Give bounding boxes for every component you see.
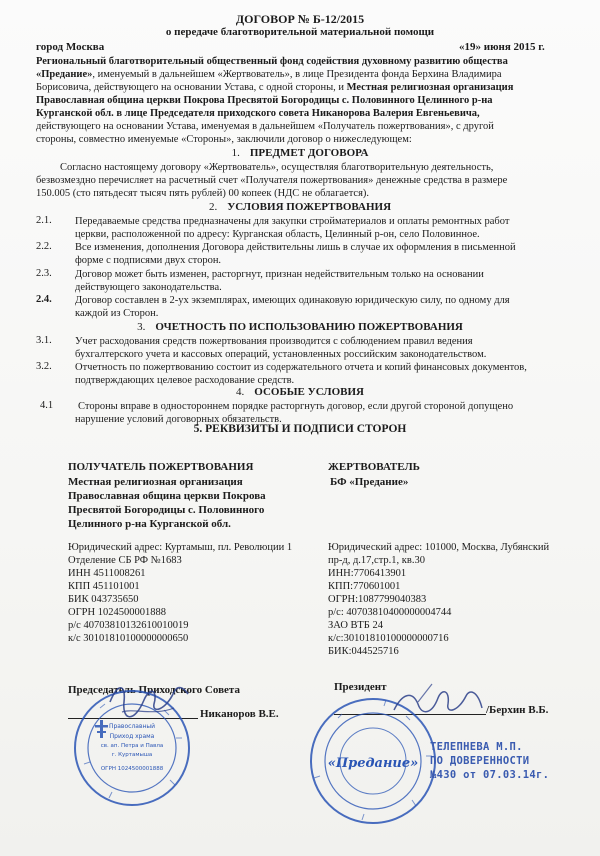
recipient-detail: Юридический адрес: Куртамыш, пл. Революции 1 <box>68 542 293 553</box>
proxy-stamp <box>430 740 580 782</box>
donor-signer-name: /Берхин В.Б. <box>486 704 549 716</box>
clause-text: бухгалтерского учета и кассовых операций, установленных российским законодательством. <box>75 349 487 360</box>
preamble-line: Борисовича, действующего на основании Устава, с одной стороны, и Местная религиозная организация <box>36 82 514 93</box>
recipient-signature <box>104 672 194 732</box>
donor-detail: БИК:044525716 <box>328 646 399 657</box>
document-title: ДОГОВОР № Б-12/2015 <box>235 12 365 26</box>
donor-detail: ОГРН:1087799040383 <box>328 594 427 605</box>
document-subtitle: о передаче благотворительной материальной помощи <box>165 26 435 38</box>
clause-text: каждой из Сторон. <box>75 308 159 319</box>
clause-number: 2.3. <box>36 268 52 279</box>
clause-text: Договор составлен в 2-ух экземплярах, имеющих одинаковую юридическую силу, по одному для <box>75 295 510 306</box>
section-heading: 1. ПРЕДМЕТ ДОГОВОРА <box>231 147 369 159</box>
stamp-text: св. ап. Петра и Павла <box>100 743 164 749</box>
section-1-text: безвозмездно перечисляет на расчетный счет «Получателя пожертвования» денежные средства в размере <box>36 175 508 186</box>
stamp-text: Православный <box>108 723 156 730</box>
clause-text: Договор может быть изменен, расторгнут, признан недействительным только на основании <box>75 269 484 280</box>
donor-detail: пр-д, д.17,стр.1, кв.30 <box>328 555 425 566</box>
section-heading: 4. ОСОБЫЕ УСЛОВИЯ <box>236 386 364 398</box>
recipient-detail: ОГРН 1024500001888 <box>68 607 166 618</box>
preamble-line: Православная община церкви Покрова Пресвятой Богородицы с. Половинного Целинного р-на <box>36 95 493 106</box>
donor-detail: к/с:30101810100000000716 <box>328 633 449 644</box>
recipient-signer-title: Председатель Приходского Совета <box>68 684 240 696</box>
clause-number: 3.2. <box>36 361 52 372</box>
clause-text: Отчетность по пожертвованию состоит из содержательного отчета и копий финансовых документов, <box>75 362 527 373</box>
preamble-line: «Предание», именуемый в дальнейшем «Жертвователь», в лице Президента фонда Берхина Владимира <box>36 69 502 80</box>
donor-detail: ЗАО ВТБ 24 <box>328 620 383 631</box>
stamp-text: ОГРН 1024500001888 <box>100 766 164 772</box>
section-1-text: Согласно настоящему договору «Жертвователь», осуществляя благотворительную деятельность, <box>60 162 494 173</box>
clause-number: 2.1. <box>36 215 52 226</box>
donor-detail: Юридический адрес: 101000, Москва, Лубянский <box>328 542 550 553</box>
clause-number: 4.1 <box>40 400 54 411</box>
donor-detail: р/с: 40703810400000004744 <box>328 607 452 618</box>
section-heading: 5. РЕКВИЗИТЫ И ПОДПИСИ СТОРОН <box>193 423 407 435</box>
recipient-detail: к/с 30101810100000000650 <box>68 633 189 644</box>
clause-number: 2.4. <box>36 294 52 305</box>
preamble-line: Региональный благотворительный общественный фонд содействия духовному развитию общества <box>36 56 508 67</box>
clause-text: нарушение условий договорных обязательств. <box>75 414 282 425</box>
preamble-line: стороны, совместно именуемые «Стороны», заключили договор о нижеследующем: <box>36 134 412 145</box>
donor-signature <box>388 678 488 728</box>
donor-heading: ЖЕРТВОВАТЕЛЬ <box>328 461 420 473</box>
donor-signer-title: Президент <box>334 681 387 693</box>
city: город Москва <box>36 41 105 53</box>
stamp-text: Приход храма <box>109 733 155 740</box>
clause-text: Все изменения, дополнения Договора действительны лишь в случае их оформления в письменной <box>75 242 516 253</box>
preamble-line: Курганской обл. в лице Председателя приходского совета Никанорова Валерия Евгеньевича, <box>36 108 480 119</box>
clause-text: действующего законодательства. <box>75 282 222 293</box>
clause-text: церкви, расположенной по адресу: Курганская область, Целинный р-он, село Половинное. <box>75 229 480 240</box>
recipient-name-line: Целинного р-на Курганской обл. <box>68 518 231 530</box>
proxy-stamp-line: ПО ДОВЕРЕННОСТИ <box>430 755 530 767</box>
contract-date: «19» июня 2015 г. <box>459 41 545 53</box>
recipient-detail: ИНН 4511008261 <box>68 568 146 579</box>
clause-text: подтверждающих целевое расходование средств. <box>75 375 295 386</box>
donor-detail: ИНН:7706413901 <box>328 568 407 579</box>
preamble-line: действующего на основании Устава, именуемая в дальнейшем «Получатель пожертвования», с другой <box>36 121 494 132</box>
proxy-stamp-line: ТЕЛЕПНЕВА М.П. <box>430 741 523 753</box>
recipient-name-line: Пресвятой Богородицы с. Половинного <box>68 504 265 516</box>
recipient-signer-name: Никаноров В.Е. <box>200 708 279 720</box>
donor-name: БФ «Предание» <box>330 476 409 488</box>
clause-text: Стороны вправе в одностороннем порядке расторгнуть договор, если другой стороной допущено <box>78 401 514 412</box>
donor-detail: КПП:770601001 <box>328 581 401 592</box>
recipient-heading: ПОЛУЧАТЕЛЬ ПОЖЕРТВОВАНИЯ <box>68 461 254 473</box>
clause-number: 3.1. <box>36 335 52 346</box>
recipient-name-line: Православная община церкви Покрова <box>68 490 266 502</box>
section-heading: 3. ОЧЕТНОСТЬ ПО ИСПОЛЬЗОВАНИЮ ПОЖЕРТВОВАНИЯ <box>137 321 463 333</box>
section-1-text: 150.005 (сто пятьдесят тысяч пять рублей) 00 копеек (НДС не облагается). <box>36 188 370 199</box>
recipient-detail: Отделение СБ РФ №1683 <box>68 555 182 566</box>
clause-text: форме с подписями двух сторон. <box>75 255 222 266</box>
section-heading: 2. УСЛОВИЯ ПОЖЕРТВОВАНИЯ <box>208 201 392 213</box>
recipient-name-line: Местная религиозная организация <box>68 476 243 488</box>
recipient-detail: р/с 40703810132610010019 <box>68 620 189 631</box>
stamp-text: «Предание» <box>327 756 419 771</box>
stamp-text: г. Куртамыша <box>111 752 153 758</box>
clause-number: 2.2. <box>36 241 52 252</box>
proxy-stamp-line: №430 от 07.03.14г. <box>430 769 550 781</box>
recipient-detail: БИК 043735650 <box>68 594 139 605</box>
recipient-detail: КПП 451101001 <box>68 581 140 592</box>
clause-text: Учет расходования средств пожертвования производится с соблюдением правил ведения <box>75 336 473 347</box>
clause-text: Передаваемые средства предназначены для закупки стройматериалов и оплаты ремонтных работ <box>75 216 510 227</box>
